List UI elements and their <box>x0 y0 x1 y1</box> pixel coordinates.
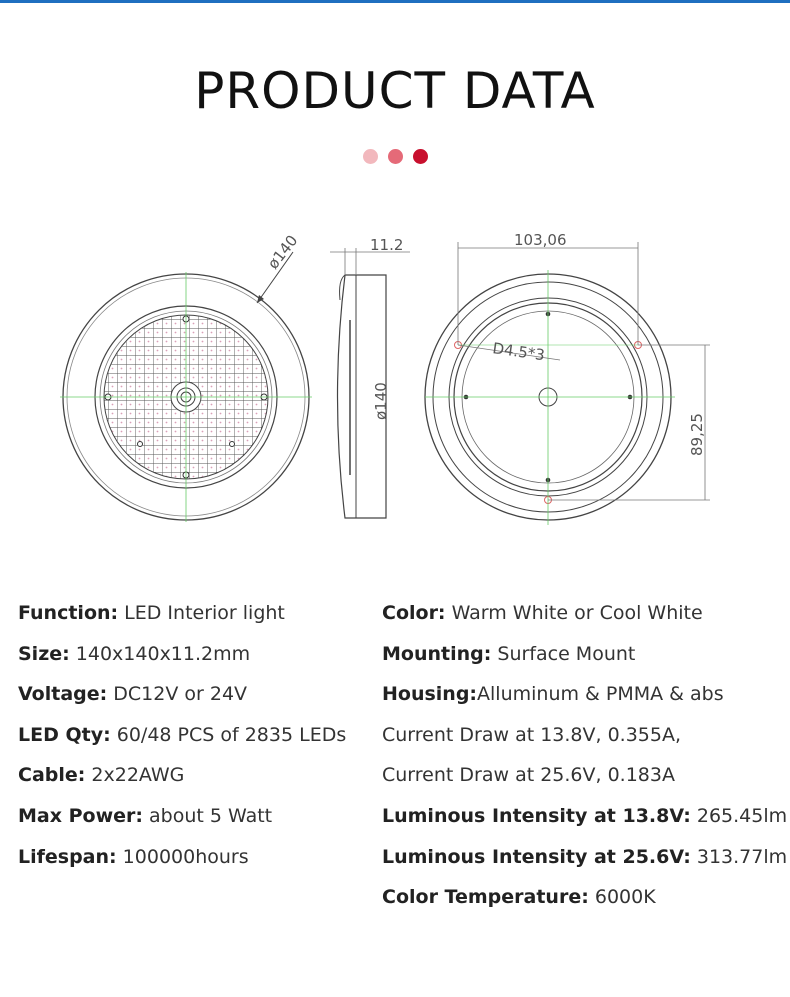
spec-row <box>382 803 787 844</box>
spec-value: 6000K <box>588 886 656 909</box>
spec-row <box>382 884 787 925</box>
spec-value: 60/48 PCS of 2835 LEDs <box>110 723 347 746</box>
spec-label: Luminous Intensity at 13.8V: <box>382 804 691 827</box>
spec-column-right <box>382 600 787 925</box>
back-height-label: 89,25 <box>688 413 706 456</box>
top-accent-line <box>0 0 790 3</box>
technical-drawing <box>0 220 790 530</box>
back-hole-label: D4.5*3 <box>491 339 546 365</box>
spec-value: LED Interior light <box>118 602 285 624</box>
spec-label: LED Qty: <box>18 723 111 746</box>
decorative-dots <box>363 149 428 164</box>
spec-value: Current Draw at 13.8V, 0.355A, <box>382 723 682 746</box>
spec-value: Warm White or Cool White <box>445 602 703 624</box>
spec-label: Size: <box>18 642 70 665</box>
spec-row <box>18 641 346 682</box>
spec-row <box>18 681 346 722</box>
spec-label: Function: <box>18 602 119 624</box>
spec-label: Lifespan: <box>18 845 117 868</box>
front-diameter-label: ø140 <box>263 231 302 273</box>
side-diameter-label: ø140 <box>372 382 390 420</box>
spec-value: 313.77lm <box>690 845 788 868</box>
spec-row <box>382 762 787 803</box>
spec-value: Alluminum & PMMA & abs <box>477 683 724 706</box>
spec-label: Max Power: <box>18 804 143 827</box>
spec-value: 140x140x11.2mm <box>69 642 251 665</box>
spec-row <box>382 681 787 722</box>
spec-row <box>382 722 787 763</box>
dot-medium <box>388 149 403 164</box>
spec-label: Color: <box>382 602 446 624</box>
spec-value: 2x22AWG <box>85 764 185 787</box>
spec-row <box>18 722 346 763</box>
spec-value: 265.45lm <box>690 804 788 827</box>
back-view <box>425 231 710 525</box>
front-view <box>60 232 312 522</box>
spec-label: Voltage: <box>18 683 108 706</box>
back-width-label: 103,06 <box>514 231 567 249</box>
spec-row <box>18 762 346 803</box>
spec-label: Housing: <box>382 683 478 706</box>
spec-label: Cable: <box>18 764 86 787</box>
spec-value: about 5 Watt <box>142 804 273 827</box>
spec-row <box>382 600 787 641</box>
spec-value: 100000hours <box>116 845 249 868</box>
spec-row <box>18 844 346 885</box>
spec-label: Color Temperature: <box>382 886 589 909</box>
page-title: PRODUCT DATA <box>194 62 596 120</box>
spec-label: Luminous Intensity at 25.6V: <box>382 845 691 868</box>
spec-row <box>382 641 787 682</box>
spec-row <box>18 600 346 641</box>
dot-light <box>363 149 378 164</box>
spec-row <box>382 844 787 885</box>
spec-value: Current Draw at 25.6V, 0.183A <box>382 764 675 787</box>
spec-value: DC12V or 24V <box>107 683 248 706</box>
dot-dark <box>413 149 428 164</box>
spec-label: Mounting: <box>382 642 492 665</box>
spec-value: Surface Mount <box>491 642 636 665</box>
spec-column-left <box>18 600 346 884</box>
spec-row <box>18 803 346 844</box>
side-view <box>330 236 410 518</box>
side-thickness-label: 11.2 <box>370 236 404 254</box>
